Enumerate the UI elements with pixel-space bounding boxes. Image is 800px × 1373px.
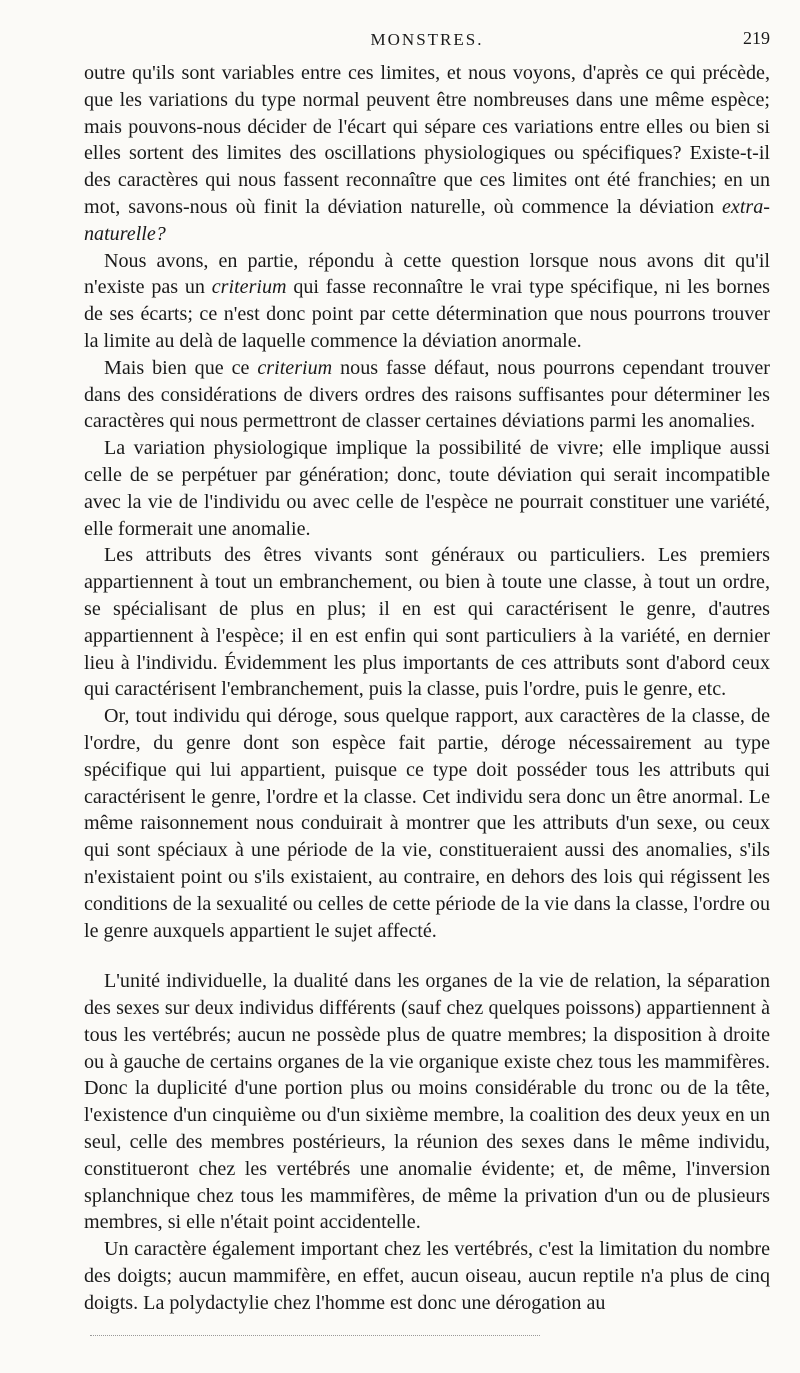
paragraph-8: Un caractère également important chez les vertébrés, c'est la limitation du nombre des doigts; aucun mammifère, en effet, aucun oiseau, aucun reptile n'a plus de cinq doigts. La polydactylie chez l'homme est donc une dérogation au <box>84 1238 770 1314</box>
running-title: MONSTRES. <box>370 30 484 49</box>
page-header <box>84 28 770 52</box>
paragraph-7: L'unité individuelle, la dualité dans les organes de la vie de relation, la séparation des sexes sur deux individus différents (sauf chez quelques poissons) appartiennent à tous les vertébrés; aucun ne possède plus de quatre membres; la disposition à droite ou à gauche de certains organes de la vie organique existe chez tous les mammifères. Donc la duplicité d'une portion plus ou moins considérable du tronc ou de la tête, l'existence d'un cinquième ou d'un sixième membre, la coalition des deux yeux en un seul, celle des membres postérieurs, la réunion des sexes dans le même individu, constitueront chez les vertébrés une anomalie évidente; et, de même, l'inversion splanchnique chez tous les mammifères, de même la privation d'un ou de plusieurs membres, si elle n'était point accidentelle. <box>84 970 770 1234</box>
paragraph-1: outre qu'ils sont variables entre ces limites, et nous voyons, d'après ce qui précède, que les variations du type normal peuvent être nombreuses dans une même espèce; mais pouvons-nous décider de l'écart qui sépare ces variations entre elles ou bien si elles sortent des limites des oscillations physiologiques ou spécifiques? Existe-t-il des caractères qui nous fassent reconnaître que ces limites ont été franchies; en un mot, savons-nous où finit la déviation naturelle, où commence la déviation extra-naturelle? <box>84 62 770 245</box>
paragraph-6: Or, tout individu qui déroge, sous quelque rapport, aux caractères de la classe, de l'ordre, du genre dont son espèce fait partie, déroge nécessairement au type spécifique qui lui appartient, puisque ce type doit posséder tous les attributs qui caractérisent le genre, l'ordre et la classe. Cet individu sera donc un être anormal. Le même raisonnement nous conduirait à montrer que les attributs d'un sexe, ou ceux qui sont spéciaux à une période de la vie, constitueraient aussi des anomalies, s'ils n'existaient point ou s'ils existaient, au contraire, en dehors des lois qui régissent les conditions de la sexualité ou celles de cette période de la vie dans la classe, l'ordre ou le genre auxquels appartient le sujet affecté. <box>84 705 770 942</box>
italic-term: criterium <box>211 276 287 299</box>
italic-term: extra-naturelle? <box>84 195 770 245</box>
section-gap <box>84 944 770 968</box>
paragraph-3: Mais bien que ce criterium nous fasse défaut, nous pourrons cependant trouver dans des considérations de divers ordres des raisons suffisantes pour déterminer les caractères qui nous permettront de classer certaines déviations parmi les anomalies. <box>84 356 770 433</box>
page-number: 219 <box>743 28 770 48</box>
paragraph-5: Les attributs des êtres vivants sont généraux ou particuliers. Les premiers appartiennent à tout un embranchement, ou bien à toute une classe, à tout un ordre, se spécialisant de plus en plus; il en est qui caractérisent le genre, d'autres appartiennent à l'espèce; il en est enfin qui sont particuliers à la variété, en dernier lieu à l'individu. Évidemment les plus importants de ces attributs sont d'abord ceux qui caractérisent l'embranchement, puis la classe, puis l'ordre, puis le genre, etc. <box>84 544 770 701</box>
paragraph-2: Nous avons, en partie, répondu à cette question lorsque nous avons dit qu'il n'existe pas un criterium qui fasse reconnaître le vrai type spécifique, ni les bornes de ses écarts; ce n'est donc point par cette détermination que nous pourrons trouver la limite au delà de laquelle commence la déviation anormale. <box>84 249 770 352</box>
footer-rule <box>90 1335 540 1336</box>
italic-term: criterium <box>257 356 333 379</box>
page <box>84 28 770 1317</box>
paragraph-4: La variation physiologique implique la possibilité de vivre; elle implique aussi celle de se perpétuer par génération; donc, toute déviation qui serait incompatible avec la vie de l'individu ou avec celle de l'espèce ne pourrait constituer une variété, elle formerait une anomalie. <box>84 437 770 540</box>
